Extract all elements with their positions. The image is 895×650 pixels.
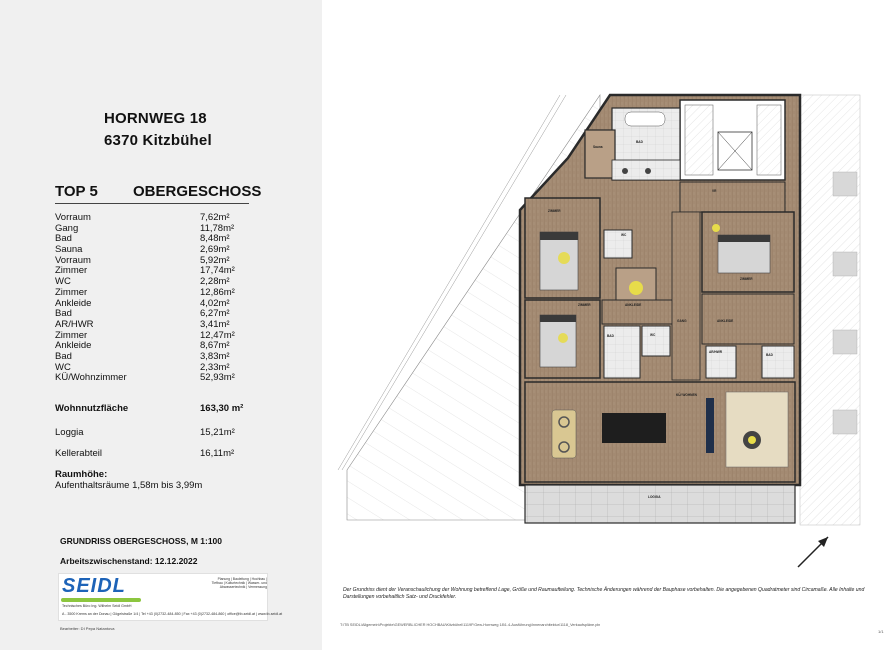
room-name: Bad (55, 350, 72, 362)
logo-address: A - 3500 Krems an der Donau | Gögelstraße 1/4 | Tel +43 (0)2732-484-850 | Fax +43 (0)2732-484-860 | office@tb-seidl.at | www.tb-seidl.at (62, 612, 283, 616)
room-area: 3,41m² (200, 318, 230, 330)
room-area: 5,92m² (200, 254, 230, 266)
wc-1 (604, 230, 632, 258)
label-ar-hwr: AR/HWR (709, 350, 723, 354)
window-box (833, 410, 857, 434)
room-name: Bad (55, 233, 72, 245)
label-zimmer-2: ZIMMER (578, 303, 591, 307)
cellar-value: 16,11m² (200, 448, 235, 459)
address-street: HORNWEG 18 (104, 110, 207, 127)
room-height-label: Raumhöhe: (55, 469, 108, 480)
room-row (55, 373, 255, 384)
room-area: 7,62m² (200, 212, 230, 223)
label-kitchen-living: KÜ/ WOHNEN (676, 393, 697, 397)
label-gang: GANG (677, 319, 687, 323)
room-area: 2,69m² (200, 244, 230, 256)
room-area: 6,27m² (200, 308, 230, 320)
room-name: Bad (55, 308, 72, 320)
sofa-area (726, 392, 788, 467)
label-ankleide-2: ANKLEIDE (717, 319, 734, 323)
room-area: 4,02m² (200, 297, 230, 309)
page-number: 1/1 (878, 629, 884, 634)
room-area: 2,28m² (200, 276, 230, 288)
file-path: T:\TB SEIDL\Allgemein\Projekte\GEWERBLICHER HOCHBAU\Kitzbühel\1119P.Gew-Hornweg 18\1.4-Ausführung\Innenarchitektur\1118_Verkaufspläne.pln (340, 623, 601, 627)
wc-2 (642, 326, 670, 356)
kitchen-counter (706, 398, 714, 453)
label-wc-1: WC (621, 233, 627, 237)
room-area: 52,93m² (200, 372, 235, 384)
sauna-room (585, 130, 615, 178)
room-name: Vorraum (55, 212, 91, 223)
room-area: 2,33m² (200, 361, 230, 373)
hall-vr (680, 182, 785, 212)
room-height-value: Aufenthaltsräume 1,58m bis 3,99m (55, 480, 203, 491)
washbasin (645, 168, 651, 174)
room-list (55, 213, 255, 384)
room-area: 3,83m² (200, 350, 230, 362)
author-note: Bearbeiter: DI Pepa Natantova (60, 626, 115, 631)
room-area: 11,78m² (200, 222, 235, 234)
lamp-3 (712, 224, 720, 232)
bad-right (762, 346, 794, 378)
window-box (833, 172, 857, 196)
info-panel (0, 0, 322, 650)
unit-number: TOP 5 (55, 183, 98, 200)
label-loggia: LOGGIA (648, 495, 661, 499)
room-area: 12,47m² (200, 329, 235, 341)
label-bad-top: BAD (636, 140, 643, 144)
room-name: Vorraum (55, 254, 91, 266)
room-name: WC (55, 276, 71, 288)
room-area: 8,67m² (200, 340, 230, 352)
room-name: Sauna (55, 244, 83, 256)
label-wc-2: WC (650, 333, 656, 337)
room-name: Ankleide (55, 340, 92, 352)
room-name: Zimmer (55, 286, 88, 298)
work-date: Arbeitszwischenstand: 12.12.2022 (60, 556, 198, 566)
room-name: Zimmer (55, 265, 88, 277)
floor-plan (322, 0, 895, 585)
washbasin (622, 168, 628, 174)
label-bad-right: BAD (766, 353, 773, 357)
label-bad-middle: BAD (607, 334, 614, 338)
label-zimmer-1: ZIMMER (548, 209, 561, 213)
loggia-value: 15,21m² (200, 427, 235, 438)
room-name: Ankleide (55, 297, 92, 309)
room-area: 8,48m² (200, 233, 230, 245)
logo-wordmark: SEIDL (62, 575, 126, 597)
logo-swoosh-icon (61, 598, 141, 602)
label-sauna: Sauna (593, 145, 603, 149)
label-zimmer-3: ZIMMER (740, 277, 753, 281)
room-name: Gang (55, 222, 79, 234)
logo-company-name: Technisches Büro Ing. Wilhelm Seidl GmbH (62, 604, 132, 608)
logo-services: Planung | Bauleitung | Hochbau | Tiefbau | Kulturtechnik | Wasser- und Abwassertechnik | Vermessung (211, 577, 267, 589)
lamp-1 (558, 252, 570, 264)
living-area-value: 163,30 m² (200, 403, 244, 414)
right-facade-area (800, 95, 860, 525)
plan-title: GRUNDRISS OBERGESCHOSS, M 1:100 (60, 536, 223, 546)
corridor (672, 212, 700, 380)
floor-name: OBERGESCHOSS (133, 183, 262, 200)
room-row (55, 320, 255, 331)
window-box (833, 330, 857, 354)
kitchen-island (602, 413, 666, 443)
loggia (525, 485, 795, 523)
disclaimer: Der Grundriss dient der Veranschaulichung der Wohnung betreffend Lage, Größe und Raumaufteilung. Technische Änderungen während der Bauphase vorbehalten. Die angegebenen Quadratmeter sind Circamaße. Alle Inhalte und Darstellungen vorbehaltlich Satz- und Druckfehler. (343, 587, 865, 600)
round-lamp (629, 281, 643, 295)
bed-headboard-3 (718, 235, 770, 242)
window-box (833, 252, 857, 276)
company-logo (58, 573, 283, 621)
living-area-label: Wohnnutzfläche (55, 403, 129, 414)
bed-headboard-1 (540, 232, 578, 240)
room-name: WC (55, 361, 71, 373)
room-area: 17,74m² (200, 265, 235, 277)
bathtub (625, 112, 665, 126)
bed-2 (540, 315, 576, 367)
label-vr: VR (712, 189, 717, 193)
room-name: AR/HWR (55, 318, 94, 330)
bed-headboard-2 (540, 315, 576, 322)
label-ankleide-1: ANKLEIDE (625, 303, 642, 307)
stairs (685, 105, 713, 175)
lamp-2 (558, 333, 568, 343)
room-name: Zimmer (55, 329, 88, 341)
address-city: 6370 Kitzbühel (104, 132, 212, 149)
room-name: KÜ/Wohnzimmer (55, 372, 127, 384)
cellar-label: Kellerabteil (55, 448, 102, 459)
room-row (55, 288, 255, 299)
loggia-label: Loggia (55, 427, 84, 438)
stairs (757, 105, 781, 175)
walkin-closet-2 (702, 294, 794, 344)
room-area: 12,86m² (200, 286, 235, 298)
title-divider (55, 203, 249, 204)
